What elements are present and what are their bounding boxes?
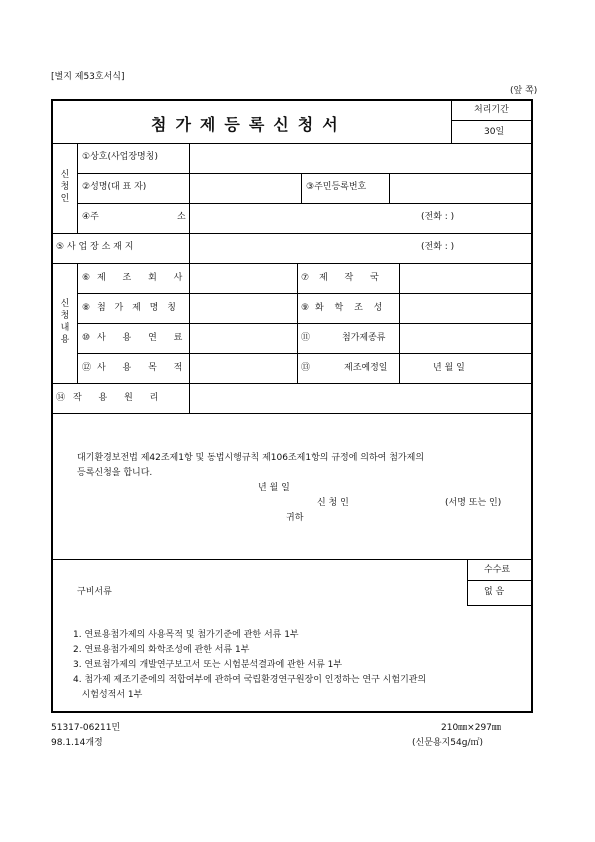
document-item: 3. 연료첨가제의 개발연구보고서 또는 시험분석결과에 관한 서류 1부 bbox=[73, 660, 343, 670]
form-code: 51317-06211민 bbox=[51, 723, 121, 733]
form-number: [별지 제53호서식] bbox=[51, 72, 125, 82]
revision-date: 98.1.14개정 bbox=[51, 738, 103, 748]
purpose-number: ⑫ bbox=[82, 363, 92, 373]
business-location-label: ⑤ 사 업 장 소 재 지 bbox=[56, 242, 134, 252]
signature-label: (서명 또는 인) bbox=[445, 498, 502, 508]
planned-date-value: 년 월 일 bbox=[433, 363, 465, 373]
purpose-label: 사 용 목 적 bbox=[97, 363, 190, 373]
document-item: 시험성적서 1부 bbox=[73, 690, 143, 700]
country-number: ⑦ bbox=[301, 273, 310, 283]
page-side-label: (앞 쪽) bbox=[510, 86, 538, 96]
address-phone: (전화 : ) bbox=[421, 212, 455, 222]
recipient-label: 귀하 bbox=[286, 513, 304, 523]
additive-type-number: ⑪ bbox=[301, 333, 311, 343]
fuel-label: 사 용 연 료 bbox=[97, 333, 190, 343]
additive-name-label: 첨 가 제 명 칭 bbox=[97, 303, 179, 313]
principle-number: ⑭ bbox=[56, 393, 66, 403]
form-title: 첨가제등록신청서 bbox=[151, 115, 347, 134]
processing-period-label: 처리기간 bbox=[474, 105, 509, 115]
document-item: 4. 첨가제 제조기준에의 적합여부에 관하여 국립환경연구원장이 인정하는 연구 시험기관의 bbox=[73, 675, 427, 685]
applicant-section-label: 신청인 bbox=[60, 170, 70, 205]
document-item: 1. 연료용첨가제의 사용목적 및 첨가기준에 관한 서류 1부 bbox=[73, 630, 299, 640]
address-label-end: 소 bbox=[177, 212, 186, 222]
resident-number-label: ③주민등록번호 bbox=[306, 182, 367, 192]
statement-date: 년 월 일 bbox=[258, 483, 290, 493]
fuel-number: ⑩ bbox=[82, 333, 91, 343]
statement-line-1: 대기환경보전법 제42조제1항 및 동법시행규칙 제106조제1항의 규정에 의하여 첨가제의 bbox=[77, 453, 425, 463]
paper-size: 210㎜×297㎜ bbox=[441, 723, 501, 733]
principle-label: 작 용 원 리 bbox=[73, 393, 166, 403]
additive-type-label: 첨가제종류 bbox=[342, 333, 386, 343]
paper-type: (신문용지54g/㎡) bbox=[412, 738, 483, 748]
statement-line-2: 등록신청을 합니다. bbox=[77, 468, 153, 478]
country-label: 제 작 국 bbox=[319, 273, 386, 283]
representative-name-label: ②성명(대 표 자) bbox=[82, 182, 147, 192]
document-item: 2. 연료용첨가제의 화학조성에 관한 서류 1부 bbox=[73, 645, 250, 655]
additive-name-number: ⑧ bbox=[82, 303, 91, 313]
manufacturer-number: ⑥ bbox=[82, 273, 91, 283]
statement-applicant-label: 신 청 인 bbox=[317, 498, 349, 508]
address-label: ④주 bbox=[82, 212, 99, 222]
application-form bbox=[51, 99, 533, 713]
fee-value: 없 음 bbox=[484, 587, 505, 597]
planned-date-label: 제조예정일 bbox=[344, 363, 388, 373]
business-location-phone: (전화 : ) bbox=[421, 242, 455, 252]
planned-date-number: ⑬ bbox=[301, 363, 311, 373]
required-documents-label: 구비서류 bbox=[77, 587, 112, 597]
processing-period-value: 30일 bbox=[484, 127, 505, 137]
composition-number: ⑨ bbox=[301, 303, 310, 313]
manufacturer-label: 제 조 회 사 bbox=[97, 273, 190, 283]
trade-name-label: ①상호(사업장명칭) bbox=[82, 152, 158, 162]
details-section-label: 신청내용 bbox=[60, 299, 70, 346]
fee-label: 수수료 bbox=[484, 565, 511, 575]
composition-label: 화 학 조 성 bbox=[315, 303, 387, 313]
